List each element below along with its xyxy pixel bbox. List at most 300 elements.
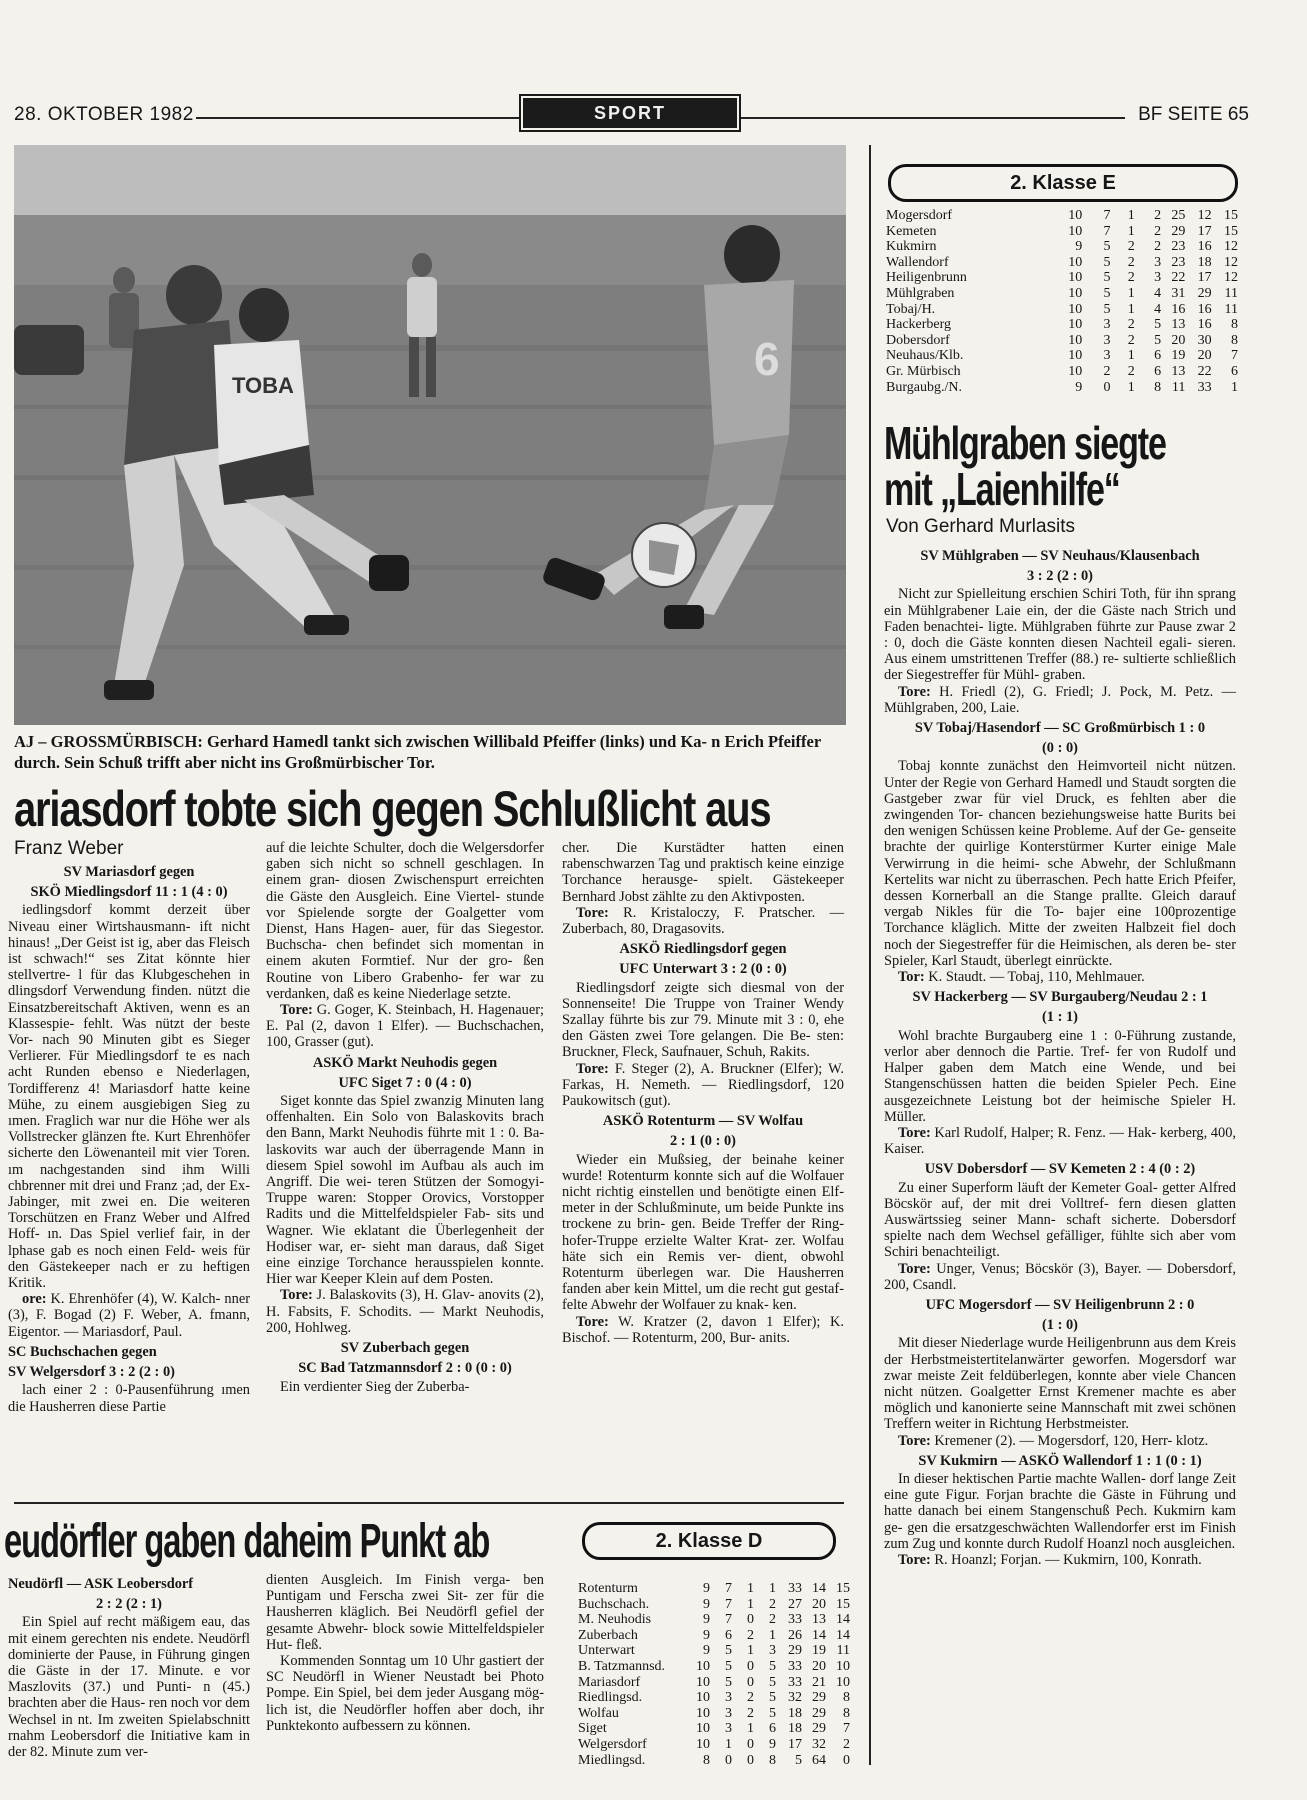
table-cell: 8 bbox=[1231, 317, 1238, 333]
match-heading: SC Bad Tatzmannsdorf 2 : 0 (0 : 0) bbox=[298, 1360, 512, 1377]
table-cell: 8 bbox=[703, 1752, 710, 1768]
table-cell: 2 bbox=[1154, 208, 1162, 223]
table-cell: 25 bbox=[1171, 208, 1186, 223]
scorers-text: Karl Rudolf, Halper; R. Fenz. — Hak- kerberg, 400, Kaiser. bbox=[884, 1124, 1236, 1158]
match-photo-illustration bbox=[14, 145, 846, 725]
table-cell: 3 bbox=[1103, 348, 1111, 364]
scorers-label: Tore: bbox=[576, 1060, 609, 1077]
table-cell: 2 bbox=[1127, 270, 1135, 286]
table-cell: 8 bbox=[1154, 379, 1162, 395]
table-cell: 7 bbox=[725, 1581, 732, 1596]
table-cell: 17 bbox=[1197, 223, 1212, 239]
table-cell: 0 bbox=[725, 1752, 732, 1768]
header-rule-right bbox=[741, 117, 1125, 119]
table-cell: 3 bbox=[725, 1705, 732, 1721]
table-row bbox=[886, 270, 1238, 286]
table-cell: 10 bbox=[1068, 223, 1083, 239]
table-cell: 15 bbox=[836, 1596, 850, 1612]
table-cell: 10 bbox=[696, 1674, 710, 1690]
article-paragraph: Siget konnte das Spiel zwanzig Minuten lang offenhalten. Ein Solo von Balaskovits brach den Bann, Markt Neuhodis führte mit 1 : 0. Ba- laskovits war auch der überragende Mann in diesem Spiel sowohl im Aufbau als auch im Angriff. Die wei- teren Stützen der Somogyi-Truppe waren: Stopper Orovics, Vorstopper Radits und die Mittelfeldspieler Fab- sits und Wagner. Wie eklatant die Überlegenheit der Hodiser war, er- sieht man daraus, daß Siget eine einzige Torchance herausspielen konnte. Hier war Keeper Klein auf dem Posten. bbox=[266, 1093, 544, 1288]
scorers-text: F. Steger (2), A. Bruckner (Elfer); W. Farkas, H. Nemeth. — Riedlingsdorf, 120 Paukowitsch (gut). bbox=[562, 1060, 844, 1110]
table-row bbox=[578, 1597, 850, 1613]
article-paragraph: Wohl brachte Burgauberg eine 1 : 0-Führung zustande, verlor aber dennoch die Partie. Tref- fer von Rudolf und Halper gaben dem Match eine Wende, und bei Stangenschüssen hatten die beiden Spieler Pech. Eine ausgezeichnete Leistung bot der heimische Spieler H. Müller. bbox=[884, 1027, 1236, 1125]
table-cell: 10 bbox=[1068, 270, 1083, 286]
table-row bbox=[578, 1721, 850, 1737]
table-cell: 10 bbox=[696, 1658, 710, 1674]
scorers-line bbox=[884, 1261, 1236, 1293]
article3-headline-line1: Mühlgraben siegte bbox=[884, 417, 1166, 469]
table-cell: 0 bbox=[1103, 379, 1111, 395]
table-cell: 16 bbox=[1197, 301, 1212, 317]
table-cell: 4 bbox=[1154, 301, 1162, 317]
table-cell: 12 bbox=[1224, 254, 1238, 270]
table-cell: 0 bbox=[747, 1674, 754, 1690]
scorers-label: Tore: bbox=[576, 904, 609, 921]
table-cell: 17 bbox=[1197, 270, 1212, 286]
table-cell: 2 bbox=[1127, 363, 1135, 379]
scorers-label: Tore: bbox=[898, 1432, 931, 1449]
article-paragraph: Ein Spiel auf recht mäßigem eau, das mit einem gerechten nis endete. Neudörfl dominierte der Pause, in Führung gingen die Gäste in der 17. Minute. e vor Maszlovits (37.) und Punti- n (45.) brachten aber die Haus- ren noch vor dem Wechsel in nt. Im zweiten Spielabschnitt rnahm Leobersdorf die Initiative kam in der 82. Minute zum ver- bbox=[8, 1614, 250, 1761]
table-cell: 0 bbox=[747, 1612, 754, 1628]
table-cell: 22 bbox=[1197, 363, 1212, 379]
table-cell: 18 bbox=[1197, 254, 1212, 270]
match-heading: UFC Mogersdorf — SV Heiligenbrunn 2 : 0 bbox=[925, 1296, 1195, 1313]
table-row bbox=[886, 317, 1238, 333]
table-cell: 0 bbox=[747, 1752, 754, 1768]
article3-column bbox=[884, 544, 1236, 1568]
section-label: SPORT bbox=[523, 98, 737, 128]
table-cell: 3 bbox=[725, 1721, 732, 1737]
article-paragraph: Ein verdienter Sieg der Zuberba- bbox=[280, 1378, 470, 1395]
table-cell: 5 bbox=[725, 1674, 732, 1690]
article-paragraph: iedlingsdorf kommt derzeit über Niveau einer Wirtshausmann- ift nicht hinaus! „Der Geist ist ig, aber das Fleisch ist schwach!“ ses Zitat könnte hier stellvertre- l für das Klubgeschehen in dlingsdorf Verwendung finden. nützt die Einsatzbereitschaft Aktiven, wenn es an Klassespie- fehlt. Was nützt der beste Vor- nach 90 Minuten gibt es Sieger Verlierer. Für Miedlingsdorf te es nach acht Runden ebenso e Niederlagen, Tordifferenz 4! Mariasdorf hatte keine Mühe, zu einem ausgiebigen Sieg zu ımen. Fraglich war nur die Höhe wer als Vollstrecker glänzen fte. Kurt Ehrenhöfer sicherte den Löwenanteil mit vier Toren. ım nachgestanden sind ihm Willi chbrenner mit drei und Franz ;ad, der Ex-Jabinger, mit zwei en. Die weiteren Torschützen en Franz Weber und Alfred Hoff- ın. Das Spiel verlief fair, in der lphase gab es noch einen Feld- weis für den Gästekeeper nach er zu heftigen Kritik. bbox=[8, 902, 250, 1292]
table-row bbox=[886, 224, 1238, 240]
table-cell: 2 bbox=[769, 1612, 776, 1628]
table-cell: 7 bbox=[843, 1721, 850, 1737]
table-cell: 3 bbox=[1103, 332, 1111, 348]
team-name: Riedlingsd. bbox=[578, 1690, 643, 1706]
article-paragraph: Zu einer Superform läuft der Kemeter Goal- getter Alfred Böcskör auf, der mit drei Volltref- fern diesen glatten Auswärtssieg seiner Mann- schaft sicherte. Dobersdorf spielte nach dem Wechsel gefälliger, fühlte sich aber vom Schiri benachteiligt. bbox=[884, 1179, 1236, 1261]
team-name: Unterwart bbox=[578, 1643, 635, 1659]
match-heading: 2 : 1 (0 : 0) bbox=[670, 1133, 736, 1150]
table-cell: 2 bbox=[843, 1736, 850, 1752]
table-row bbox=[578, 1581, 850, 1597]
table-cell: 8 bbox=[769, 1752, 776, 1768]
table-cell: 1 bbox=[747, 1596, 754, 1612]
table-row bbox=[578, 1643, 850, 1659]
table-cell: 32 bbox=[788, 1690, 802, 1706]
table-cell: 6 bbox=[769, 1721, 776, 1737]
scorers-label: ore: bbox=[22, 1291, 47, 1308]
article2-column-1 bbox=[8, 1572, 250, 1760]
table-cell: 64 bbox=[812, 1752, 826, 1768]
scorers-text: W. Kratzer (2, davon 1 Elfer); K. Bischof. — Rotenturm, 200, Bur- anits. bbox=[562, 1313, 844, 1346]
table-cell: 8 bbox=[1231, 332, 1238, 348]
team-name: Wallendorf bbox=[886, 254, 949, 270]
team-name: Rotenturm bbox=[578, 1581, 638, 1596]
table-cell: 26 bbox=[788, 1627, 802, 1643]
table-cell: 12 bbox=[1197, 208, 1212, 223]
table-d-title-text: 2. Klasse D bbox=[655, 1530, 763, 1552]
table-cell: 1 bbox=[1127, 223, 1135, 239]
table-cell: 1 bbox=[747, 1721, 754, 1737]
match-heading: 3 : 2 (2 : 0) bbox=[1027, 568, 1093, 585]
scorers-text: Kremener (2). — Mogersdorf, 120, Herr- klotz. bbox=[930, 1432, 1209, 1449]
table-cell: 14 bbox=[812, 1627, 826, 1643]
table-cell: 9 bbox=[703, 1612, 710, 1628]
table-cell: 1 bbox=[1127, 208, 1135, 223]
table-cell: 29 bbox=[1171, 223, 1186, 239]
table-cell: 10 bbox=[836, 1674, 850, 1690]
table-cell: 0 bbox=[747, 1736, 754, 1752]
table-cell: 0 bbox=[843, 1752, 850, 1768]
scorers-line bbox=[884, 1433, 1236, 1449]
table-row bbox=[886, 286, 1238, 302]
match-heading: SV Kukmirn — ASKÖ Wallendorf 1 : 1 (0 : 1) bbox=[918, 1452, 1202, 1469]
article-column-1 bbox=[8, 860, 250, 1415]
table-row bbox=[886, 208, 1238, 224]
table-cell: 2 bbox=[1127, 254, 1135, 270]
table-cell: 5 bbox=[1154, 317, 1162, 333]
team-name: Wolfau bbox=[578, 1705, 619, 1721]
table-cell: 5 bbox=[769, 1690, 776, 1706]
article-paragraph: Tobaj konnte zunächst den Heimvorteil nicht nützen. Unter der Regie von Gerhard Hamedl und Staudt sorgten die Gastgeber zwar für viel Druck, es fehlten aber die zwingenden Tor- chancen beziehungsweise hatte Burits bei den wenigen Schüssen keine Probleme. Auf der Ge- genseite brachte der quirlige Konterstürmer Kurter einige Male Verwirrung in die heimi- sche Abwehr, der Schlußmann Kertelits war nicht zu überraschen. Pech hatte Erich Pfeifer, dessen Kornerball an die Stange prallte. Gleich darauf vergab Nikles für die To- bajer eine 100prozentige Torchance kläglich. Mitte der zweiten Halbzeit fiel doch noch der Siegestreffer für die Heimischen, als deren be- ster Spieler, Karl Staudt, überlegt einrückte. bbox=[884, 758, 1236, 969]
match-heading: Neudörfl — ASK Leobersdorf bbox=[8, 1576, 194, 1592]
match-heading: SKÖ Miedlingsdorf 11 : 1 (4 : 0) bbox=[30, 884, 228, 901]
scorers-line bbox=[266, 1002, 544, 1051]
table-cell: 7 bbox=[725, 1612, 732, 1628]
article-divider bbox=[14, 1502, 844, 1504]
match-heading: 2 : 2 (2 : 1) bbox=[96, 1596, 162, 1613]
table-e-title bbox=[888, 164, 1238, 202]
team-name: Neuhaus/Klb. bbox=[886, 348, 964, 364]
league-table-d bbox=[578, 1581, 850, 1768]
match-heading: UFC Siget 7 : 0 (4 : 0) bbox=[338, 1074, 472, 1091]
table-cell: 13 bbox=[812, 1612, 826, 1628]
team-name: Siget bbox=[578, 1721, 607, 1737]
team-name: Hackerberg bbox=[886, 317, 952, 333]
table-cell: 10 bbox=[836, 1658, 850, 1674]
scorers-label: Tore: bbox=[280, 1002, 313, 1019]
table-cell: 20 bbox=[1197, 348, 1212, 364]
table-cell: 14 bbox=[836, 1612, 850, 1628]
table-row bbox=[886, 333, 1238, 349]
scorers-line bbox=[562, 1314, 844, 1346]
table-cell: 7 bbox=[725, 1596, 732, 1612]
team-name: Dobersdorf bbox=[886, 332, 950, 348]
table-cell: 11 bbox=[836, 1643, 850, 1659]
table-cell: 1 bbox=[1127, 285, 1135, 301]
article-paragraph: auf die leichte Schulter, doch die Welgersdorfer gaben sich nicht so schnell geschlagen. In einem gran- diosen Zwischenspurt erreichten die Gäste den Ausgleich. Eine Viertel- stunde vor Spielende sorgte der Goalgetter vom Dienst, Hans Hagen- auer, für das Siegestor. Buchscha- chen befindet sich momentan in einem akuten Formtief. Nur der gro- ßen Routine von Libero Grabenho- fer war zu verdanken, daß es keine Niederlage setzte. bbox=[266, 840, 544, 1002]
match-heading: ASKÖ Markt Neuhodis gegen bbox=[312, 1054, 498, 1071]
table-cell: 33 bbox=[788, 1674, 802, 1690]
article-paragraph: Nicht zur Spielleitung erschien Schiri Toth, für ihn sprang ein Mühlgrabener Laie ein, der die Gäste nach Strich und Faden benachtei- ligte. Mühlgraben führte zur Pause zwar 2 : 0, doch die Gäste konnten diesen Nachteil egali- sieren. Aus einem umstrittenen Treffer (88.) re- sultierte schließlich der Siegestreffer für Mühl- graben. bbox=[884, 586, 1236, 684]
table-cell: 10 bbox=[1068, 363, 1083, 379]
table-cell: 1 bbox=[725, 1736, 732, 1752]
table-cell: 0 bbox=[747, 1658, 754, 1674]
table-row bbox=[578, 1690, 850, 1706]
scorers-text: R. Kristaloczy, F. Pratscher. — Zuberbach, 80, Dragasovits. bbox=[562, 904, 844, 938]
table-cell: 29 bbox=[812, 1690, 826, 1706]
table-cell: 14 bbox=[836, 1627, 850, 1643]
article2-column-2 bbox=[266, 1572, 544, 1734]
table-cell: 5 bbox=[1103, 270, 1111, 286]
table-cell: 7 bbox=[1103, 208, 1111, 223]
article-paragraph: In dieser hektischen Partie machte Wallen- dorf lange Zeit eine gute Figur. Forjan brachte die Gäste in Führung und hatte danach bei einem Stangenschuß Pech. Kukmirn kam ge- gen die ersatzgeschwächten Wallendorfer erst im Finish zum Zug und konnte durch Rudolf Hoanzl noch ausgleichen. bbox=[884, 1470, 1236, 1552]
table-cell: 5 bbox=[1103, 285, 1111, 301]
table-cell: 13 bbox=[1171, 317, 1186, 333]
table-cell: 16 bbox=[1171, 301, 1186, 317]
table-cell: 23 bbox=[1171, 254, 1186, 270]
team-name: B. Tatzmannsd. bbox=[578, 1658, 666, 1674]
table-cell: 30 bbox=[1197, 332, 1212, 348]
article-paragraph: dienten Ausgleich. Im Finish verga- ben Puntigam und Ferscha zwei Sit- zer für die Hausherren kläglich. Bei Neudörfl gefiel der gesamte Abwehr- block sowie Mittelfeldspieler Hut- fleß. bbox=[266, 1572, 544, 1653]
table-cell: 2 bbox=[1154, 239, 1162, 255]
scorers-text: H. Friedl (2), G. Friedl; J. Pock, M. Petz. — Mühlgraben, 200, Laie. bbox=[884, 683, 1236, 716]
table-cell: 1 bbox=[747, 1643, 754, 1659]
table-cell: 15 bbox=[836, 1581, 850, 1596]
table-cell: 2 bbox=[747, 1690, 754, 1706]
table-cell: 6 bbox=[1154, 363, 1162, 379]
scorers-text: K. Ehrenhöfer (4), W. Kalch- nner (3), F. Bogad (2) F. Weber, A. fmann, Eigentor. — Mariasdorf, Paul. bbox=[8, 1291, 250, 1340]
table-cell: 9 bbox=[703, 1596, 710, 1612]
article-byline: Franz Weber bbox=[14, 838, 124, 859]
header-rule-left bbox=[196, 117, 523, 119]
article-paragraph: Riedlingsdorf zeigte sich diesmal von der Sonnenseite! Die Truppe von Trainer Wendy Szallay führte bis zur 79. Minute mit 3 : 0, ehe den Gästen zwei Tore gelangen. Die Be- sten: Bruckner, Fleck, Saufnauer, Schuh, Rakits. bbox=[562, 979, 844, 1061]
match-heading: SV Hackerberg — SV Burgauberg/Neudau 2 : 1 bbox=[912, 989, 1208, 1006]
scorers-text: J. Balaskovits (3), H. Glav- anovits (2), H. Fabsits, F. Schodits. — Markt Neuhodis, 200, Hohlweg. bbox=[266, 1287, 544, 1336]
table-cell: 3 bbox=[1103, 317, 1111, 333]
scorers-label: Tore: bbox=[898, 1260, 931, 1277]
table-cell: 5 bbox=[769, 1705, 776, 1721]
table-cell: 5 bbox=[769, 1658, 776, 1674]
table-row bbox=[578, 1753, 850, 1769]
match-heading: (1 : 0) bbox=[1042, 1317, 1078, 1334]
table-cell: 2 bbox=[1103, 363, 1111, 379]
table-cell: 29 bbox=[812, 1721, 826, 1737]
table-cell: 10 bbox=[1068, 208, 1083, 223]
table-cell: 1 bbox=[1127, 301, 1135, 317]
table-cell: 1 bbox=[1127, 348, 1135, 364]
table-cell: 5 bbox=[725, 1643, 732, 1659]
table-cell: 1 bbox=[769, 1627, 776, 1643]
table-row bbox=[578, 1675, 850, 1691]
match-heading: SV Mühlgraben — SV Neuhaus/Klausenbach bbox=[920, 548, 1200, 564]
table-cell: 9 bbox=[703, 1627, 710, 1643]
article3-headline bbox=[884, 417, 1166, 515]
table-cell: 16 bbox=[1197, 239, 1212, 255]
table-row bbox=[578, 1612, 850, 1628]
scorers-label: Tore: bbox=[898, 1551, 931, 1568]
scorers-line bbox=[8, 1291, 250, 1340]
table-cell: 6 bbox=[1231, 363, 1238, 379]
table-cell: 23 bbox=[1171, 239, 1186, 255]
table-cell: 2 bbox=[1154, 223, 1162, 239]
table-row bbox=[886, 348, 1238, 364]
table-cell: 20 bbox=[812, 1658, 826, 1674]
scorers-line bbox=[884, 969, 1236, 985]
table-cell: 31 bbox=[1171, 285, 1186, 301]
article-column-2 bbox=[266, 840, 544, 1395]
table-cell: 4 bbox=[1154, 285, 1162, 301]
table-cell: 32 bbox=[812, 1736, 826, 1752]
table-cell: 15 bbox=[1224, 223, 1238, 239]
table-cell: 21 bbox=[812, 1674, 826, 1690]
table-cell: 33 bbox=[788, 1581, 802, 1596]
match-heading: SV Tobaj/Hasendorf — SC Großmürbisch 1 : 0 bbox=[914, 720, 1206, 737]
table-cell: 29 bbox=[812, 1705, 826, 1721]
table-row bbox=[886, 364, 1238, 380]
table-cell: 5 bbox=[1103, 239, 1111, 255]
table-cell: 3 bbox=[1154, 254, 1162, 270]
match-heading: SV Zuberbach gegen bbox=[340, 1340, 470, 1357]
table-cell: 12 bbox=[1224, 270, 1238, 286]
table-cell: 1 bbox=[1231, 379, 1238, 395]
table-cell: 9 bbox=[1075, 379, 1083, 395]
table-cell: 5 bbox=[725, 1658, 732, 1674]
table-row bbox=[578, 1659, 850, 1675]
table-cell: 6 bbox=[1154, 348, 1162, 364]
team-name: Kukmirn bbox=[886, 239, 937, 255]
article-paragraph: Wieder ein Mußsieg, der beinahe keiner wurde! Rotenturm konnte sich auf die Wolfauer nicht richtig einstellen und benötigte einen Elf- meter in der Schlußminute, um beide Punkte ins trockene zu brin- gen. Beide Treffer der Ring- hofer-Truppe erzielte Walter Krat- zer. Wolfau häte sich ein Remis ver- dient, obwohl Rotenturm überlegen war. Die Hausherren fanden aber kein Mittel, um die recht gut gestaf- felte Abwehr der Wolfauer zu knak- ken. bbox=[562, 1151, 844, 1314]
table-row bbox=[886, 302, 1238, 318]
team-name: Burgaubg./N. bbox=[886, 379, 962, 395]
table-cell: 10 bbox=[696, 1690, 710, 1706]
jersey-number: 6 bbox=[754, 333, 780, 385]
scorers-label: Tore: bbox=[576, 1313, 609, 1330]
scorers-text: Unger, Venus; Böcskör (3), Bayer. — Dobersdorf, 200, Csandl. bbox=[884, 1260, 1236, 1293]
table-cell: 2 bbox=[747, 1705, 754, 1721]
table-cell: 1 bbox=[1127, 379, 1135, 395]
table-cell: 2 bbox=[1127, 317, 1135, 333]
table-cell: 3 bbox=[725, 1690, 732, 1706]
page-number: BF SEITE 65 bbox=[1138, 104, 1249, 125]
table-cell: 3 bbox=[1154, 270, 1162, 286]
table-cell: 14 bbox=[812, 1581, 826, 1596]
table-cell: 33 bbox=[788, 1612, 802, 1628]
article3-byline: Von Gerhard Murlasits bbox=[886, 516, 1076, 537]
team-name: Heiligenbrunn bbox=[886, 270, 967, 286]
table-cell: 11 bbox=[1171, 379, 1186, 395]
table-row bbox=[578, 1737, 850, 1753]
table-cell: 10 bbox=[696, 1736, 710, 1752]
scorers-line bbox=[266, 1287, 544, 1336]
team-name: M. Neuhodis bbox=[578, 1612, 652, 1628]
table-cell: 5 bbox=[795, 1752, 802, 1768]
table-cell: 10 bbox=[1068, 301, 1083, 317]
table-cell: 19 bbox=[1171, 348, 1186, 364]
table-cell: 9 bbox=[703, 1643, 710, 1659]
table-cell: 10 bbox=[1068, 348, 1083, 364]
match-heading: SC Buchschachen gegen bbox=[8, 1343, 157, 1360]
table-cell: 1 bbox=[747, 1581, 754, 1596]
table-cell: 18 bbox=[788, 1705, 802, 1721]
table-cell: 20 bbox=[1171, 332, 1186, 348]
table-cell: 33 bbox=[1197, 379, 1212, 395]
scorers-text: G. Goger, K. Steinbach, H. Hagenauer; E. Pal (2, davon 1 Elfer). — Buchschachen, 100, Grasser (gut). bbox=[266, 1002, 544, 1051]
team-name: Mühlgraben bbox=[886, 285, 955, 301]
scorers-label: Tore: bbox=[280, 1287, 313, 1304]
table-cell: 13 bbox=[1171, 363, 1186, 379]
table-cell: 22 bbox=[1171, 270, 1186, 286]
table-cell: 18 bbox=[788, 1721, 802, 1737]
table-cell: 9 bbox=[769, 1736, 776, 1752]
table-cell: 10 bbox=[696, 1705, 710, 1721]
table-row bbox=[578, 1628, 850, 1644]
scorers-line bbox=[884, 684, 1236, 716]
table-cell: 29 bbox=[1197, 285, 1212, 301]
team-name: Mariasdorf bbox=[578, 1674, 641, 1690]
article-headline-2: eudörfler gaben daheim Punkt ab bbox=[4, 1515, 490, 1568]
table-cell: 33 bbox=[788, 1658, 802, 1674]
table-e-title-text: 2. Klasse E bbox=[1010, 172, 1116, 194]
match-heading: SV Welgersdorf 3 : 2 (2 : 0) bbox=[8, 1364, 175, 1381]
table-cell: 5 bbox=[769, 1674, 776, 1690]
issue-date: 28. OKTOBER 1982 bbox=[14, 104, 194, 125]
match-heading: (0 : 0) bbox=[1042, 740, 1078, 757]
table-cell: 10 bbox=[696, 1721, 710, 1737]
team-name: Zuberbach bbox=[578, 1627, 638, 1643]
table-cell: 29 bbox=[788, 1643, 802, 1659]
match-heading: (1 : 1) bbox=[1042, 1009, 1078, 1026]
table-cell: 7 bbox=[1231, 348, 1238, 364]
article3-headline-line2: mit „Laienhilfe“ bbox=[884, 463, 1120, 515]
table-cell: 12 bbox=[1224, 239, 1238, 255]
team-name: Buchschach. bbox=[578, 1596, 650, 1612]
table-cell: 1 bbox=[769, 1581, 776, 1596]
table-cell: 16 bbox=[1197, 317, 1212, 333]
table-cell: 17 bbox=[788, 1736, 802, 1752]
photo-caption: AJ – GROSSMÜRBISCH: Gerhard Hamedl tankt sich zwischen Willibald Pfeiffer (links) und Ka- n Erich Pfeiffer durch. Sein Schuß trifft aber nicht ins Großmürbischer Tor. bbox=[14, 732, 821, 772]
table-d-title bbox=[582, 1522, 836, 1560]
scorers-text: R. Hoanzl; Forjan. — Kukmirn, 100, Konrath. bbox=[930, 1551, 1202, 1568]
table-cell: 10 bbox=[1068, 332, 1083, 348]
table-cell: 9 bbox=[703, 1581, 710, 1596]
table-cell: 10 bbox=[1068, 285, 1083, 301]
table-cell: 5 bbox=[1103, 254, 1111, 270]
table-cell: 5 bbox=[1103, 301, 1111, 317]
match-heading: ASKÖ Riedlingsdorf gegen bbox=[619, 941, 787, 958]
table-cell: 8 bbox=[843, 1690, 850, 1706]
team-name: Tobaj/H. bbox=[886, 301, 936, 317]
table-cell: 2 bbox=[1127, 239, 1135, 255]
scorers-label: Tor: bbox=[898, 969, 925, 986]
table-cell: 27 bbox=[788, 1596, 802, 1612]
scorers-label: Tore: bbox=[898, 1124, 931, 1141]
article-headline: ariasdorf tobte sich gegen Schlußlicht aus bbox=[14, 781, 771, 837]
table-cell: 2 bbox=[769, 1596, 776, 1612]
table-cell: 6 bbox=[725, 1627, 732, 1643]
scorers-line bbox=[884, 1125, 1236, 1157]
table-cell: 15 bbox=[1224, 208, 1238, 223]
table-row bbox=[886, 380, 1238, 396]
article-paragraph: Kommenden Sonntag um 10 Uhr gastiert der SC Neudörfl in Wiener Neustadt bei Photo Pompe. Ein Spiel, bei dem jeder Ausgang mög- lich ist, die Neudörfler hoffen aber doch, ihr Punktekonto aufbessern zu können. bbox=[266, 1653, 544, 1734]
scorers-line bbox=[562, 905, 844, 937]
table-cell: 19 bbox=[812, 1643, 826, 1659]
table-row bbox=[886, 255, 1238, 271]
match-photo bbox=[14, 145, 846, 725]
match-heading: UFC Unterwart 3 : 2 (0 : 0) bbox=[619, 961, 787, 978]
article-column-3 bbox=[562, 840, 844, 1346]
team-name: Kemeten bbox=[886, 223, 937, 239]
table-cell: 2 bbox=[747, 1627, 754, 1643]
scorers-line bbox=[884, 1552, 1236, 1568]
column-divider bbox=[869, 145, 871, 1765]
table-cell: 10 bbox=[1068, 254, 1083, 270]
table-cell: 9 bbox=[1075, 239, 1083, 255]
jersey-text: TOBA bbox=[232, 373, 294, 398]
table-cell: 3 bbox=[769, 1643, 776, 1659]
